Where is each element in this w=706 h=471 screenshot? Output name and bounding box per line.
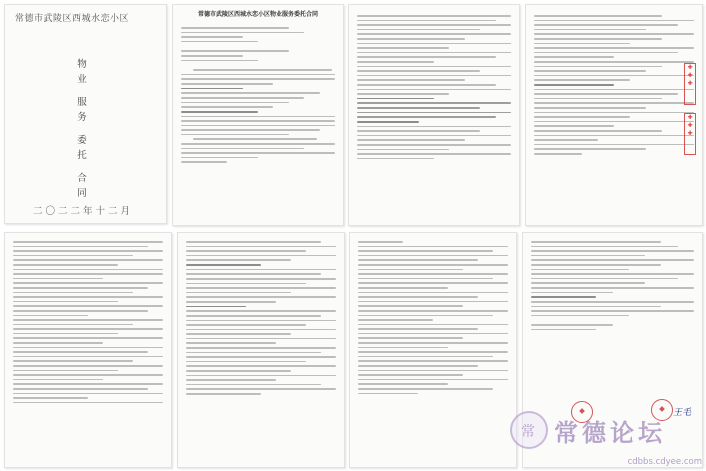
cover-date: 二〇二二年十二月 — [33, 206, 134, 217]
cover-vertical-title — [75, 57, 89, 201]
cover-title-char: 务 — [77, 112, 87, 123]
forum-name: 常德论坛 — [554, 418, 666, 447]
forum-logo-char: 常 — [521, 424, 535, 440]
forum-watermark — [510, 411, 700, 451]
page-text-block — [186, 241, 336, 398]
contract-page-4 — [525, 4, 703, 226]
contract-cover-page — [4, 4, 167, 224]
cover-title-char: 服 — [77, 97, 87, 108]
cover-title-char: 托 — [77, 150, 87, 161]
contract-party-block — [181, 27, 335, 166]
page-text-block — [531, 241, 694, 333]
page-text-block — [357, 15, 511, 162]
contract-page-3 — [348, 4, 520, 226]
contract-page-5 — [4, 232, 172, 468]
contract-page-6 — [177, 232, 345, 468]
cover-top-title: 常德市武陵区西城水恋小区 — [15, 14, 130, 24]
red-stamp-mark: ✚ ✚ ✚ — [684, 63, 696, 105]
cover-title-char: 合 — [77, 173, 87, 184]
cover-title-char: 物 — [77, 59, 87, 70]
forum-url: cdbbs.cdyee.com — [627, 457, 702, 467]
cover-title-char: 委 — [77, 135, 87, 146]
red-stamp-mark: ✚ ✚ ✚ — [684, 113, 696, 155]
page-text-block — [534, 15, 694, 158]
page-text-block — [358, 241, 508, 397]
contract-title: 常德市武陵区西城水恋小区物业服务委托合同 — [197, 11, 318, 18]
page-text-block — [13, 241, 163, 406]
cover-title-char: 业 — [77, 74, 87, 85]
contract-page-2 — [172, 4, 344, 226]
contract-page-7 — [349, 232, 517, 468]
handwritten-signature: 王毛 — [673, 408, 692, 418]
forum-logo-icon — [510, 411, 548, 449]
cover-title-char: 同 — [77, 188, 87, 199]
